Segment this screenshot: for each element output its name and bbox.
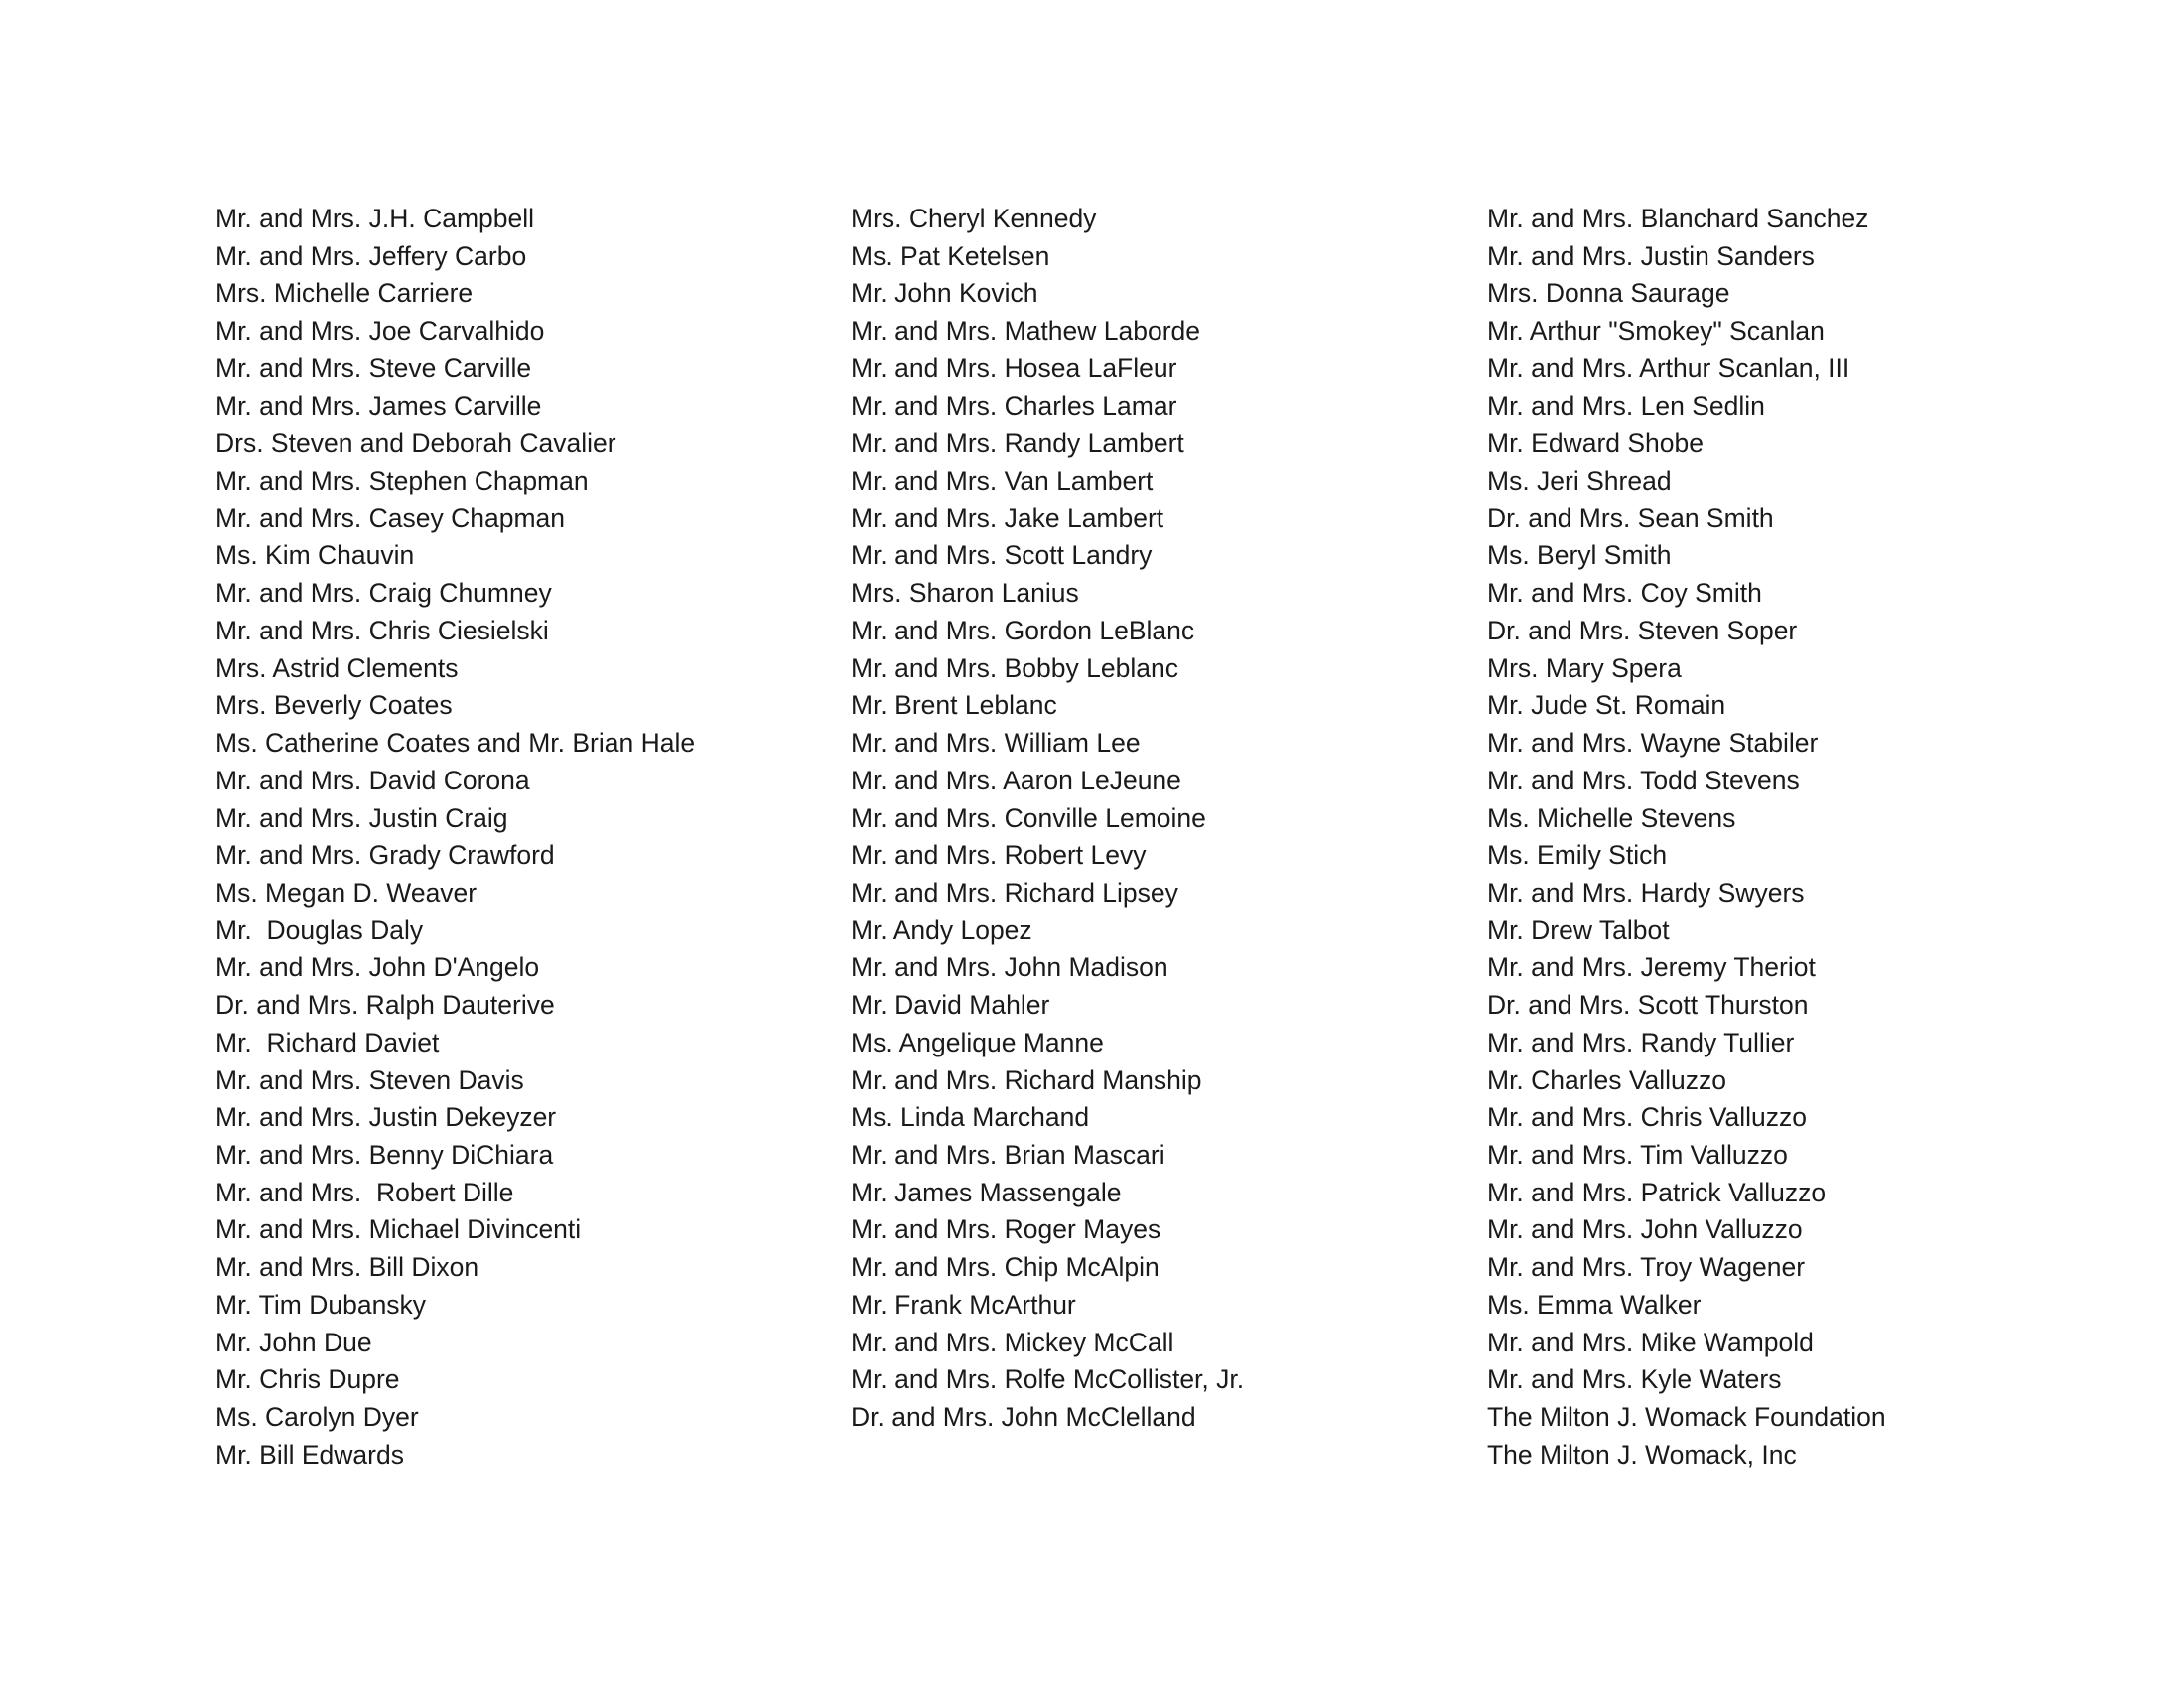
donor-name: Mr. and Mrs. Richard Manship bbox=[851, 1064, 1202, 1095]
donor-name: Mr. and Mrs. Tim Valluzzo bbox=[1487, 1139, 1788, 1170]
donor-name: Mr. Andy Lopez bbox=[851, 914, 1032, 945]
donor-name: Mr. and Mrs. Justin Craig bbox=[215, 802, 508, 833]
donor-name: Mr. and Mrs. David Corona bbox=[215, 765, 530, 795]
donor-name: Mr. and Mrs. Steve Carville bbox=[215, 352, 532, 383]
donor-name: Mr. and Mrs. Chip McAlpin bbox=[851, 1252, 1160, 1283]
donor-name: Mr. and Mrs. Arthur Scanlan, III bbox=[1487, 352, 1850, 383]
donor-name: Mr. and Mrs. Robert Dille bbox=[215, 1177, 514, 1207]
donor-name: Mr. and Mrs. Chris Ciesielski bbox=[215, 615, 549, 645]
donor-name: Mr. and Mrs. Grady Crawford bbox=[215, 840, 555, 871]
donor-name: Mr. Charles Valluzzo bbox=[1487, 1064, 1727, 1095]
donor-column-2 bbox=[851, 201, 1446, 1437]
donor-name: Mr. Jude St. Romain bbox=[1487, 690, 1726, 721]
donor-name: Mr. and Mrs. Justin Sanders bbox=[1487, 240, 1815, 271]
donor-name: Mr. and Mrs. Hosea LaFleur bbox=[851, 352, 1177, 383]
donor-name: Mr. James Massengale bbox=[851, 1177, 1122, 1207]
donor-name: Mr. and Mrs. J.H. Campbell bbox=[215, 204, 535, 233]
donor-name: Dr. and Mrs. Steven Soper bbox=[1487, 615, 1798, 645]
donor-name: Mr. Bill Edwards bbox=[215, 1439, 404, 1470]
donor-name: Mr. and Mrs. Steven Davis bbox=[215, 1064, 524, 1095]
donor-name: Mr. and Mrs. John Madison bbox=[851, 952, 1168, 983]
donor-name: Mr. and Mrs. Jeremy Theriot bbox=[1487, 952, 1816, 983]
donor-name: Mr. Richard Daviet bbox=[215, 1027, 440, 1057]
donor-name: Ms. Pat Ketelsen bbox=[851, 240, 1050, 271]
donor-name: Mr. and Mrs. Van Lambert bbox=[851, 466, 1154, 496]
donor-name: Ms. Linda Marchand bbox=[851, 1102, 1090, 1133]
donor-name: Mr. and Mrs. Aaron LeJeune bbox=[851, 765, 1181, 795]
donor-name: Ms. Catherine Coates and Mr. Brian Hale bbox=[215, 728, 696, 759]
donor-name: Mr. and Mrs. Bobby Leblanc bbox=[851, 652, 1178, 683]
donor-name: Mr. Brent Leblanc bbox=[851, 690, 1057, 721]
donor-name: Mrs. Michelle Carriere bbox=[215, 278, 474, 309]
donor-name: Mr. and Mrs. Mickey McCall bbox=[851, 1327, 1174, 1357]
donor-name: Mr. and Mrs. Wayne Stabiler bbox=[1487, 728, 1819, 759]
donor-name: Mr. and Mrs. Roger Mayes bbox=[851, 1214, 1161, 1245]
donor-name: Mr. John Kovich bbox=[851, 278, 1038, 309]
donor-name: Mr. Arthur "Smokey" Scanlan bbox=[1487, 316, 1825, 347]
donor-name: Mr. and Mrs. Jake Lambert bbox=[851, 502, 1164, 533]
donor-name: Mr. and Mrs. Justin Dekeyzer bbox=[215, 1102, 557, 1133]
donor-name: Mr. and Mrs. Richard Lipsey bbox=[851, 877, 1178, 908]
donor-name: Mr. and Mrs. Jeffery Carbo bbox=[215, 240, 527, 271]
donor-name: Ms. Michelle Stevens bbox=[1487, 802, 1736, 833]
donor-name: Mr. and Mrs. John D'Angelo bbox=[215, 952, 540, 983]
donor-name: Mr. and Mrs. Hardy Swyers bbox=[1487, 877, 1805, 908]
donor-name: Mr. and Mrs. Len Sedlin bbox=[1487, 390, 1765, 421]
donor-name: The Milton J. Womack, Inc bbox=[1487, 1439, 1797, 1470]
donor-name: Mr. and Mrs. William Lee bbox=[851, 728, 1141, 759]
donor-name: Mr. John Due bbox=[215, 1327, 372, 1357]
donor-name: Mr. and Mrs. Michael Divincenti bbox=[215, 1214, 582, 1245]
donor-name: Mr. and Mrs. Chris Valluzzo bbox=[1487, 1102, 1808, 1133]
donor-name: Dr. and Mrs. John McClelland bbox=[851, 1402, 1196, 1432]
donor-name: Mr. and Mrs. Stephen Chapman bbox=[215, 466, 589, 496]
donor-name: Mr. Drew Talbot bbox=[1487, 914, 1670, 945]
donor-name: Mrs. Cheryl Kennedy bbox=[851, 204, 1097, 233]
donor-name: Mr. and Mrs. Craig Chumney bbox=[215, 578, 552, 609]
donor-name: Mr. and Mrs. Brian Mascari bbox=[851, 1139, 1165, 1170]
donor-name: Mr. and Mrs. Randy Tullier bbox=[1487, 1027, 1795, 1057]
donor-name: Mr. and Mrs. Bill Dixon bbox=[215, 1252, 479, 1283]
donor-name: Mr. and Mrs. Charles Lamar bbox=[851, 390, 1177, 421]
donor-name: Ms. Kim Chauvin bbox=[215, 540, 415, 571]
donor-name: Mr. Douglas Daly bbox=[215, 914, 424, 945]
donor-name: Mr. and Mrs. John Valluzzo bbox=[1487, 1214, 1803, 1245]
donor-name: Mrs. Sharon Lanius bbox=[851, 578, 1079, 609]
donor-name: Ms. Carolyn Dyer bbox=[215, 1402, 419, 1432]
donor-name: Mr. and Mrs. Mathew Laborde bbox=[851, 316, 1201, 347]
donor-name: Mr. and Mrs. Patrick Valluzzo bbox=[1487, 1177, 1827, 1207]
donor-name: Mr. Tim Dubansky bbox=[215, 1289, 427, 1320]
donor-name: Ms. Angelique Manne bbox=[851, 1027, 1104, 1057]
donor-column-1 bbox=[215, 201, 811, 1474]
donor-name: Mr. Edward Shobe bbox=[1487, 428, 1705, 459]
donor-name: Mrs. Astrid Clements bbox=[215, 652, 459, 683]
donor-name: Mr. and Mrs. Mike Wampold bbox=[1487, 1327, 1814, 1357]
donor-name: Mr. and Mrs. Casey Chapman bbox=[215, 502, 565, 533]
donor-name: Ms. Emma Walker bbox=[1487, 1289, 1702, 1320]
donor-name: Ms. Jeri Shread bbox=[1487, 466, 1672, 496]
donor-name: Mr. and Mrs. Joe Carvalhido bbox=[215, 316, 545, 347]
donor-name: Mr. and Mrs. Gordon LeBlanc bbox=[851, 615, 1195, 645]
donor-name: Mr. and Mrs. Randy Lambert bbox=[851, 428, 1184, 459]
donor-name: Dr. and Mrs. Sean Smith bbox=[1487, 502, 1774, 533]
donor-name: Mr. and Mrs. Scott Landry bbox=[851, 540, 1153, 571]
donor-name: Dr. and Mrs. Ralph Dauterive bbox=[215, 990, 555, 1021]
donor-name: Mr. and Mrs. Conville Lemoine bbox=[851, 802, 1206, 833]
donor-name: Mrs. Mary Spera bbox=[1487, 652, 1682, 683]
donor-name: Mr. and Mrs. Todd Stevens bbox=[1487, 765, 1800, 795]
donor-column-3 bbox=[1487, 201, 2103, 1474]
donor-name: Mr. and Mrs. Benny DiChiara bbox=[215, 1139, 554, 1170]
donor-name: Mr. and Mrs. James Carville bbox=[215, 390, 542, 421]
donor-name: Dr. and Mrs. Scott Thurston bbox=[1487, 990, 1809, 1021]
donor-name: Mr. Chris Dupre bbox=[215, 1364, 400, 1395]
donor-name: Mr. and Mrs. Blanchard Sanchez bbox=[1487, 204, 1869, 233]
donor-name: Mr. and Mrs. Rolfe McCollister, Jr. bbox=[851, 1364, 1245, 1395]
donor-name: Ms. Emily Stich bbox=[1487, 840, 1668, 871]
donor-name: Ms. Megan D. Weaver bbox=[215, 877, 478, 908]
donor-name: Mr. Frank McArthur bbox=[851, 1289, 1076, 1320]
donor-name: Ms. Beryl Smith bbox=[1487, 540, 1672, 571]
donor-name: Mrs. Beverly Coates bbox=[215, 690, 453, 721]
donor-name: Mr. and Mrs. Robert Levy bbox=[851, 840, 1147, 871]
donor-name: Mrs. Donna Saurage bbox=[1487, 278, 1730, 309]
donor-name: Mr. David Mahler bbox=[851, 990, 1050, 1021]
donor-name: Drs. Steven and Deborah Cavalier bbox=[215, 428, 616, 459]
donor-name: Mr. and Mrs. Kyle Waters bbox=[1487, 1364, 1782, 1395]
donor-name: The Milton J. Womack Foundation bbox=[1487, 1402, 1886, 1432]
donor-name: Mr. and Mrs. Troy Wagener bbox=[1487, 1252, 1806, 1283]
donor-name: Mr. and Mrs. Coy Smith bbox=[1487, 578, 1762, 609]
